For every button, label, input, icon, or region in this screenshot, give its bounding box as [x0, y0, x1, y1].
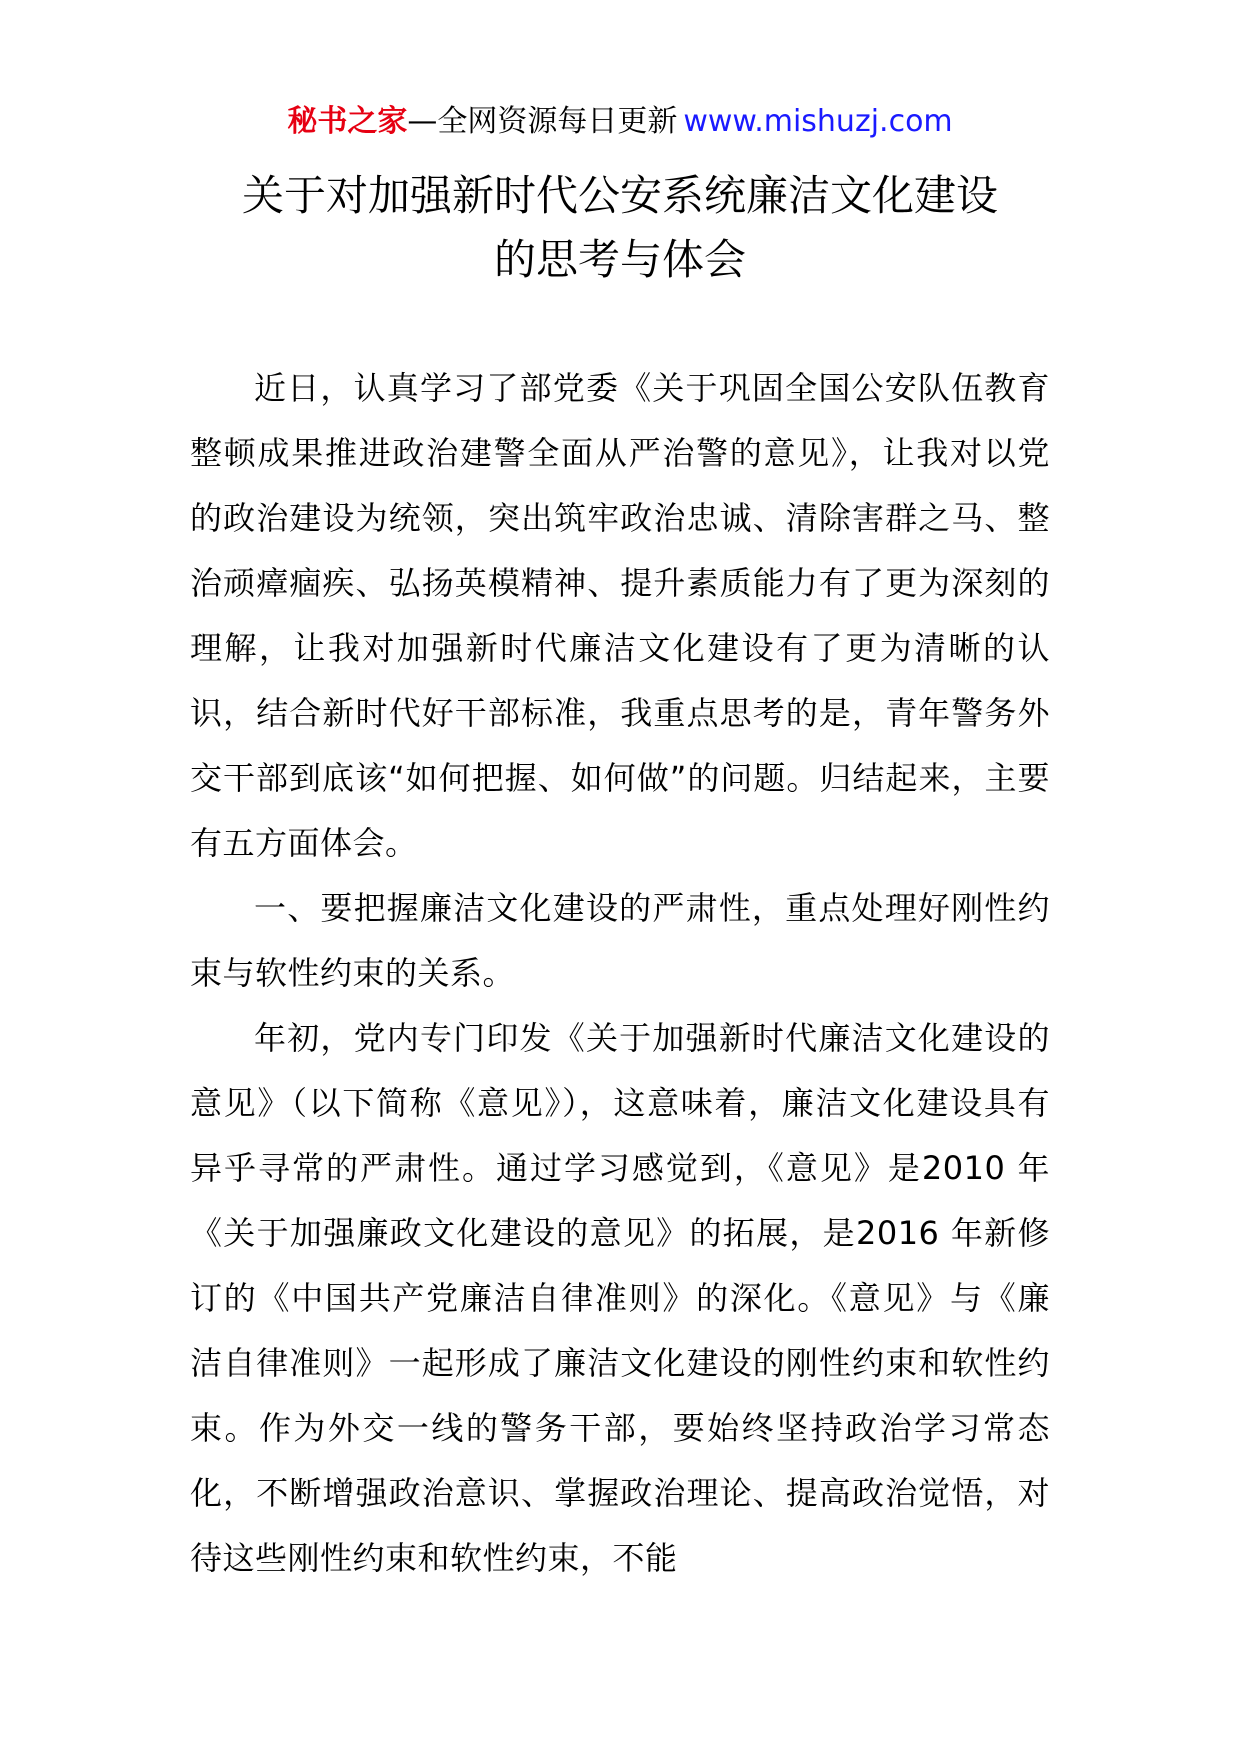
title-line-2: 的思考与体会 [493, 235, 746, 284]
document-body [190, 356, 1050, 1591]
section-1-paragraph: 年初，党内专门印发《关于加强新时代廉洁文化建设的意见》（以下简称《意见》），这意味着，廉洁文化建设具有异乎寻常的严肃性。通过学习感觉到，《意见》是2010 年《关于加强廉政文化建设的意见》的拓展，是2016 年新修订的《中国共产党廉洁自律准则》的深化。《意见》与《廉洁自律准则》一起形成了廉洁文化建设的刚性约束和软性约束。作为外交一线的警务干部，要始终坚持政治学习常态化，不断增强政治意识、掌握政治理论、提高政治觉悟，对待这些刚性约束和软性约束，不能 [190, 1019, 1050, 1577]
source-header [0, 100, 1240, 144]
intro-paragraph: 近日，认真学习了部党委《关于巩固全国公安队伍教育整顿成果推进政治建警全面从严治警的意见》，让我对以党的政治建设为统领，突出筑牢政治忠诚、清除害群之马、整治顽瘴痼疾、弘扬英模精神、提升素质能力有了更为深刻的理解，让我对加强新时代廉洁文化建设有了更为清晰的认识，结合新时代好干部标准，我重点思考的是，青年警务外交干部到底该“如何把握、如何做”的问题。归结起来，主要有五方面体会。 [190, 369, 1050, 862]
brand-name: 秘书之家 [287, 104, 408, 139]
header-tagline: —全网资源每日更新 [407, 104, 678, 139]
title-line-1: 关于对加强新时代公安系统廉洁文化建设 [241, 171, 998, 220]
site-url-link[interactable]: www.mishuzj.com [683, 104, 953, 139]
document-title [150, 164, 1090, 292]
section-heading-1: 一、要把握廉洁文化建设的严肃性，重点处理好刚性约束与软性约束的关系。 [190, 889, 1050, 992]
